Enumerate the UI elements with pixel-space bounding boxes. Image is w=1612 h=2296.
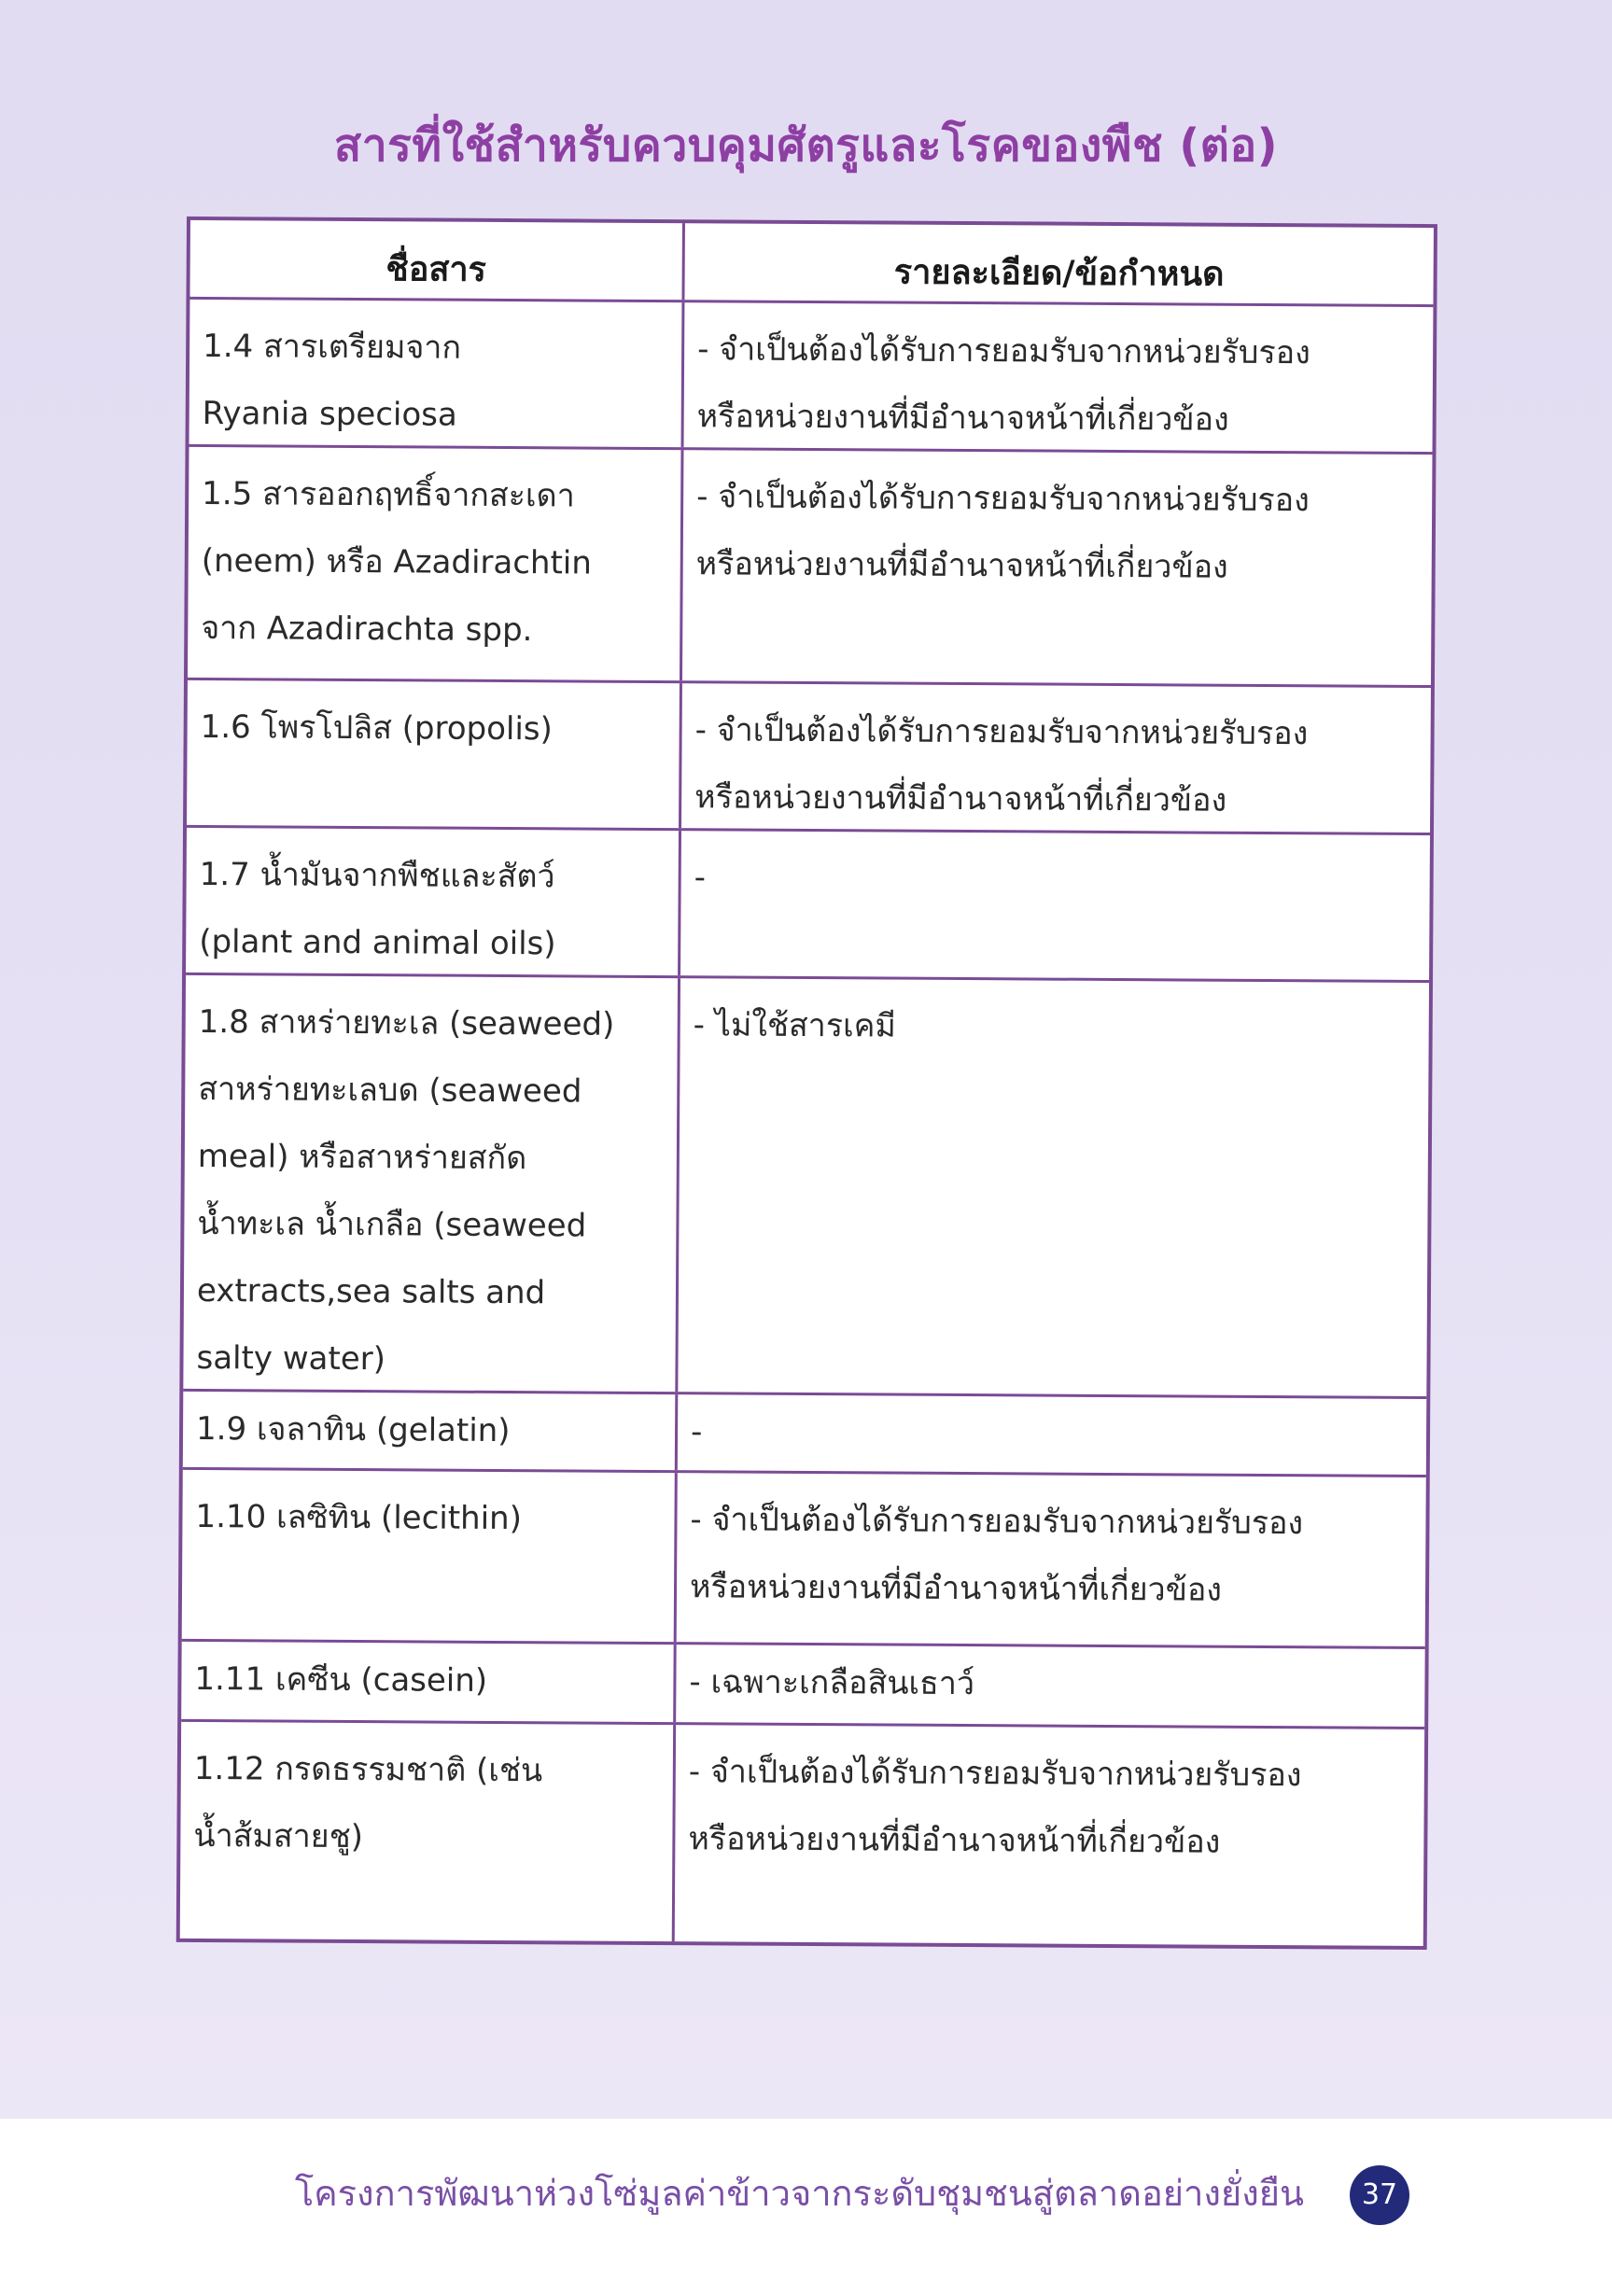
- detail-line: - ไม่ใช้สารเคมี: [693, 1006, 897, 1045]
- substance-name-line: 1.7 น้ำมันจากพืชและสัตว์: [199, 856, 555, 896]
- footer-project-title: โครงการพัฒนาห่วงโซ่มูลค่าข้าวจากระดับชุมชนสู่ตลาดอย่างยั่งยืน: [294, 2173, 1304, 2214]
- table-row: [180, 1722, 1424, 1946]
- substance-name-line: meal) หรือสาหร่ายสกัด: [197, 1137, 527, 1178]
- substance-name-cell: [181, 1642, 676, 1722]
- substance-name-cell: [183, 975, 680, 1392]
- table-row: [188, 447, 1433, 688]
- detail-line: -: [694, 859, 707, 897]
- table-row: [187, 680, 1431, 835]
- substance-name-line: (neem) หรือ Azadirachtin: [201, 542, 592, 582]
- substance-name-line: สาหร่ายทะเลบด (seaweed: [198, 1071, 582, 1111]
- substance-name-line: 1.4 สารเตรียมจาก: [203, 328, 462, 367]
- substance-name-cell: [186, 828, 681, 975]
- substance-name-cell: [188, 447, 683, 680]
- detail-line: - เฉพาะเกลือสินเธาว์: [689, 1663, 975, 1703]
- table-row: [182, 1470, 1426, 1649]
- substance-name-line: 1.6 โพรโปลิส (propolis): [200, 708, 553, 749]
- page-footer: [0, 2165, 1612, 2221]
- table-row: [183, 1392, 1426, 1477]
- substance-name-line: 1.9 เจลาทิน (gelatin): [195, 1409, 511, 1450]
- substance-name-cell: [182, 1470, 678, 1642]
- detail-line: หรือหน่วยงานที่มีอำนาจหน้าที่เกี่ยวข้อง: [696, 398, 1229, 439]
- substance-name-cell: [180, 1722, 676, 1941]
- substance-name-line: 1.11 เคซีน (casein): [194, 1659, 488, 1700]
- page-number-badge: 37: [1350, 2165, 1409, 2225]
- detail-cell: [680, 831, 1430, 980]
- substance-name-line: 1.10 เลซิทิน (lecithin): [195, 1497, 523, 1538]
- table-header-row: [189, 220, 1433, 307]
- page-title: สารที่ใช้สำหรับควบคุมศัตรูและโรคของพืช (ต่อ): [333, 119, 1279, 172]
- detail-line: - จำเป็นต้องได้รับการยอมรับจากหน่วยรับรอง: [690, 1501, 1304, 1543]
- substance-name-line: 1.5 สารออกฤทธิ์จากสะเดา: [202, 475, 575, 515]
- detail-line: -: [690, 1413, 703, 1451]
- substance-name-cell: [187, 680, 682, 828]
- detail-line: - จำเป็นต้องได้รับการยอมรับจากหน่วยรับรอง: [688, 1753, 1302, 1795]
- detail-line: หรือหน่วยงานที่มีอำนาจหน้าที่เกี่ยวข้อง: [689, 1568, 1223, 1609]
- detail-line: - จำเป็นต้องได้รับการยอมรับจากหน่วยรับรอง: [694, 711, 1309, 753]
- detail-cell: [678, 1394, 1426, 1475]
- detail-cell: [681, 683, 1431, 833]
- table-row: [186, 828, 1430, 983]
- header-details: รายละเอียด/ข้อกำหนด: [893, 253, 1225, 294]
- table-row: [189, 300, 1434, 455]
- detail-line: หรือหน่วยงานที่มีอำนาจหน้าที่เกี่ยวข้อง: [688, 1820, 1221, 1861]
- header-substance-name: ชื่อสาร: [189, 220, 684, 300]
- substance-name-line: จาก Azadirachta spp.: [201, 609, 533, 650]
- substance-name-line: (plant and animal oils): [199, 923, 556, 963]
- detail-line: หรือหน่วยงานที่มีอำนาจหน้าที่เกี่ยวข้อง: [694, 778, 1227, 819]
- substance-name-cell: [189, 300, 685, 447]
- substance-name-line: Ryania speciosa: [202, 395, 457, 434]
- table-row: [181, 1642, 1425, 1729]
- detail-line: - จำเป็นต้องได้รับการยอมรับจากหน่วยรับรอง: [696, 478, 1310, 520]
- table-row: [183, 975, 1429, 1399]
- substance-name-cell: [183, 1392, 678, 1470]
- substance-name-line: 1.12 กรดธรรมชาติ (เช่น: [193, 1749, 543, 1790]
- substances-table: [176, 217, 1437, 1950]
- detail-cell: [684, 302, 1434, 452]
- detail-cell: [678, 978, 1429, 1396]
- substance-name-line: extracts,sea salts and: [196, 1271, 546, 1312]
- substance-name-line: น้ำส้มสายชู): [193, 1816, 364, 1856]
- detail-line: หรือหน่วยงานที่มีอำนาจหน้าที่เกี่ยวข้อง: [695, 545, 1228, 586]
- detail-cell: [675, 1725, 1424, 1946]
- detail-cell: [677, 1473, 1426, 1646]
- detail-cell: [682, 450, 1432, 685]
- substance-name-line: 1.8 สาหร่ายทะเล (seaweed): [198, 1003, 615, 1043]
- detail-cell: [676, 1645, 1424, 1727]
- detail-line: - จำเป็นต้องได้รับการยอมรับจากหน่วยรับรอง: [697, 330, 1311, 372]
- substance-name-line: salty water): [196, 1338, 386, 1379]
- substance-name-line: น้ำทะเล น้ำเกลือ (seaweed: [197, 1204, 587, 1245]
